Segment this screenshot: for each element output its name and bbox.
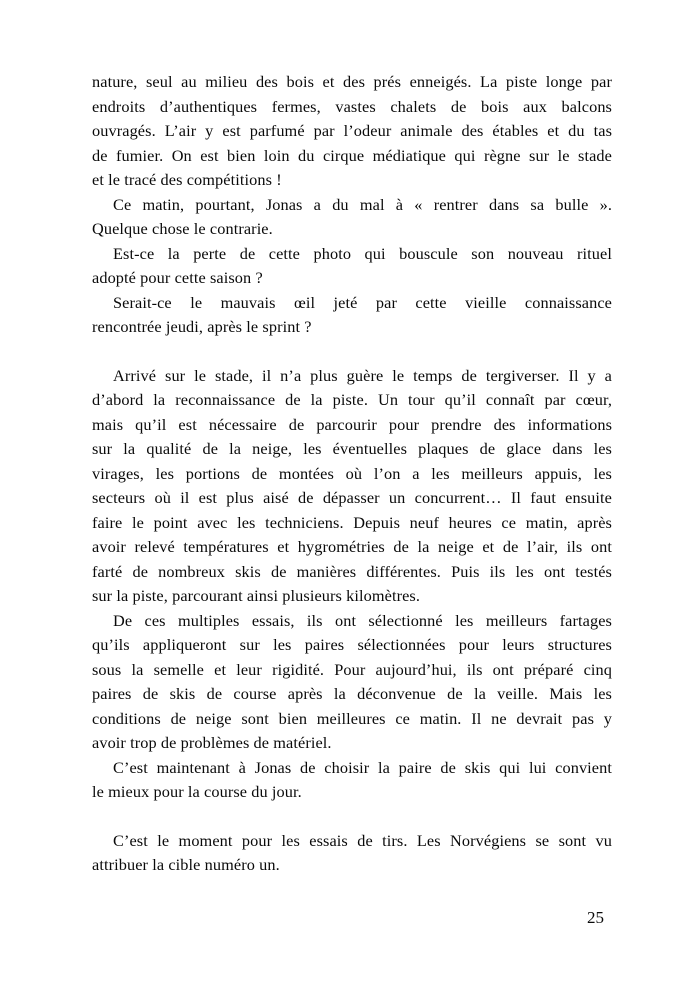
text-line: endroits d’authentiques fermes, vastes chalets de bois aux balcons bbox=[92, 96, 612, 116]
paragraph bbox=[92, 70, 612, 193]
text-line: sur la piste, parcourant ainsi plusieurs kilomètres. bbox=[92, 586, 421, 605]
paragraph bbox=[92, 364, 612, 609]
text-line: secteurs où il est plus aisé de dépasser un concurrent… Il faut ensuite bbox=[92, 488, 612, 507]
text-line: conditions de neige sont bien meilleures ce matin. Il ne devrait pas y bbox=[92, 708, 612, 728]
text-line: Est-ce la perte de cette photo qui bouscule son nouveau rituel bbox=[113, 243, 612, 263]
text-line: et le tracé des compétitions ! bbox=[92, 170, 282, 189]
text-line: C’est maintenant à Jonas de choisir la paire de skis qui lui convient bbox=[113, 757, 612, 777]
text-line: Quelque chose le contrarie. bbox=[92, 219, 273, 238]
text-line: nature, seul au milieu des bois et des prés enneigés. La piste longe par bbox=[92, 72, 612, 91]
text-line: de fumier. On est bien loin du cirque médiatique qui règne sur le stade bbox=[92, 145, 612, 165]
paragraph bbox=[92, 829, 612, 878]
text-line: qu’ils appliqueront sur les paires sélectionnées pour leurs structures bbox=[92, 635, 612, 654]
text-line: Serait-ce le mauvais œil jeté par cette vieille connaissance bbox=[113, 292, 612, 312]
paragraph bbox=[92, 193, 612, 242]
text-line: farté de nombreux skis de manières différentes. Puis ils les ont testés bbox=[92, 561, 612, 581]
text-line: mais qu’il est nécessaire de parcourir pour prendre des informations bbox=[92, 414, 612, 434]
page-text-block bbox=[92, 70, 612, 878]
page-number: 25 bbox=[587, 908, 604, 927]
text-line: faire le point avec les techniciens. Depuis neuf heures ce matin, après bbox=[92, 512, 612, 532]
text-line: paires de skis de course après la déconvenue de la veille. Mais les bbox=[92, 684, 612, 703]
text-line: attribuer la cible numéro un. bbox=[92, 855, 280, 874]
text-line: virages, les portions de montées où l’on a les meilleurs appuis, les bbox=[92, 463, 612, 483]
text-line: d’abord la reconnaissance de la piste. Un tour qu’il connaît par cœur, bbox=[92, 390, 612, 409]
text-line: ouvragés. L’air y est parfumé par l’odeur animale des étables et du tas bbox=[92, 121, 612, 140]
text-line: sur la qualité de la neige, les éventuelles plaques de glace dans les bbox=[92, 439, 612, 458]
text-line: rencontrée jeudi, après le sprint ? bbox=[92, 317, 312, 336]
text-line: le mieux pour la course du jour. bbox=[92, 782, 302, 801]
text-line: De ces multiples essais, ils ont sélectionné les meilleurs fartages bbox=[113, 610, 612, 630]
text-line: C’est le moment pour les essais de tirs. Les Norvégiens se sont vu bbox=[113, 830, 612, 850]
text-line: avoir trop de problèmes de matériel. bbox=[92, 733, 332, 752]
text-line: Ce matin, pourtant, Jonas a du mal à « rentrer dans sa bulle ». bbox=[113, 194, 612, 214]
text-line: avoir relevé températures et hygrométries de la neige et de l’air, ils ont bbox=[92, 537, 612, 556]
paragraph bbox=[92, 609, 612, 756]
paragraph bbox=[92, 242, 612, 291]
paragraph bbox=[92, 756, 612, 805]
text-line: Arrivé sur le stade, il n’a plus guère le temps de tergiverser. Il y a bbox=[113, 365, 612, 385]
paragraph bbox=[92, 291, 612, 340]
text-line: adopté pour cette saison ? bbox=[92, 268, 263, 287]
text-line: sous la semelle et leur rigidité. Pour aujourd’hui, ils ont préparé cinq bbox=[92, 659, 612, 679]
